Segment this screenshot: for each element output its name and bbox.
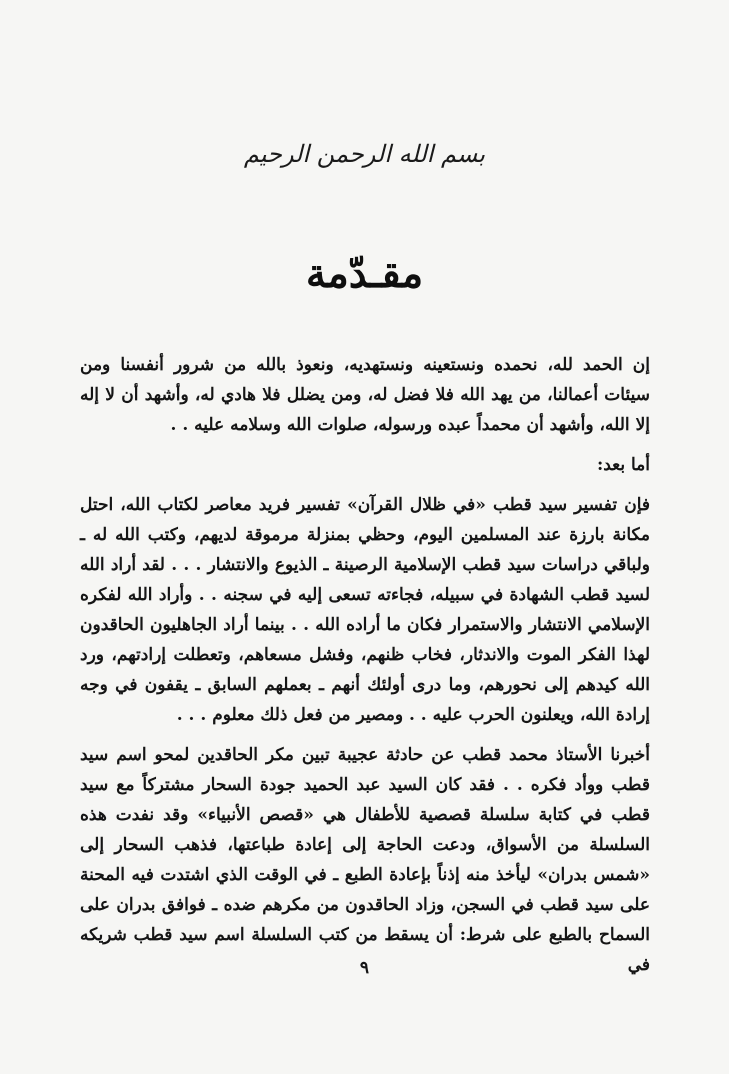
paragraph-amma-bad: أما بعد: [596, 455, 650, 475]
basmala-heading: بسم الله الرحمن الرحيم [243, 140, 486, 168]
paragraph-opening: إن الحمد لله، نحمده ونستعينه ونستهديه، ونعوذ بالله من شرور أنفسنا ومن سيئات أعمالنا، من يهد الله فلا فضل له، ومن يضلل فلا هادي له، وأشهد أن لا إله إلا الله، وأشهد أن محمداً عبده ورسوله، صلوات الله وسلامه عليه . . [80, 355, 650, 435]
body-text [80, 350, 650, 990]
page-title: مقـدّمة [305, 250, 424, 297]
paragraph-tafsir: فإن تفسير سيد قطب «في ظلال القرآن» تفسير فريد معاصر لكتاب الله، احتل مكانة بارزة عند المسلمين اليوم، وحظي بمنزلة مرموقة لديهم، وكتب الله له ـ ولباقي دراسات سيد قطب الإسلامية الرصينة ـ الذيوع والانتشار . . . لقد أراد الله لسيد قطب الشهادة في سبيله، فجاءته تسعى إليه في سجنه . . وأراد الله لفكره الإسلامي الانتشار والاستمرار فكان ما أراده الله . . بينما أراد الجاهليون الحاقدون لهذا الفكر الموت والاندثار، فخاب ظنهم، وفشل مسعاهم، وتعطلت إرادتهم، ورد الله كيدهم إلى نحورهم، وما درى أولئك أنهم ـ بعملهم السابق ـ يقفون في وجه إرادة الله، ويعلنون الحرب عليه . . ومصير من فعل ذلك معلوم . . . [80, 495, 650, 725]
paragraph-story: أخبرنا الأستاذ محمد قطب عن حادثة عجيبة تبين مكر الحاقدين لمحو اسم سيد قطب ووأد فكره . . فقد كان السيد عبد الحميد جودة السحار مشتركاً مع سيد قطب في كتابة سلسلة قصصية للأطفال هي «قصص الأنبياء» وقد نفدت هذه السلسلة من الأسواق، ودعت الحاجة إلى إعادة طباعتها، فذهب السحار إلى «شمس بدران» ليأخذ منه إذناً بإعادة الطبع ـ في الوقت الذي اشتدت فيه المحنة على سيد قطب في السجن، وزاد الحاقدون من مكرهم ضده ـ فوافق بدران على السماح بالطبع على شرط: أن يسقط من كتب السلسلة اسم سيد قطب شريكه في [80, 745, 650, 975]
page-number: ٩ [359, 958, 370, 978]
